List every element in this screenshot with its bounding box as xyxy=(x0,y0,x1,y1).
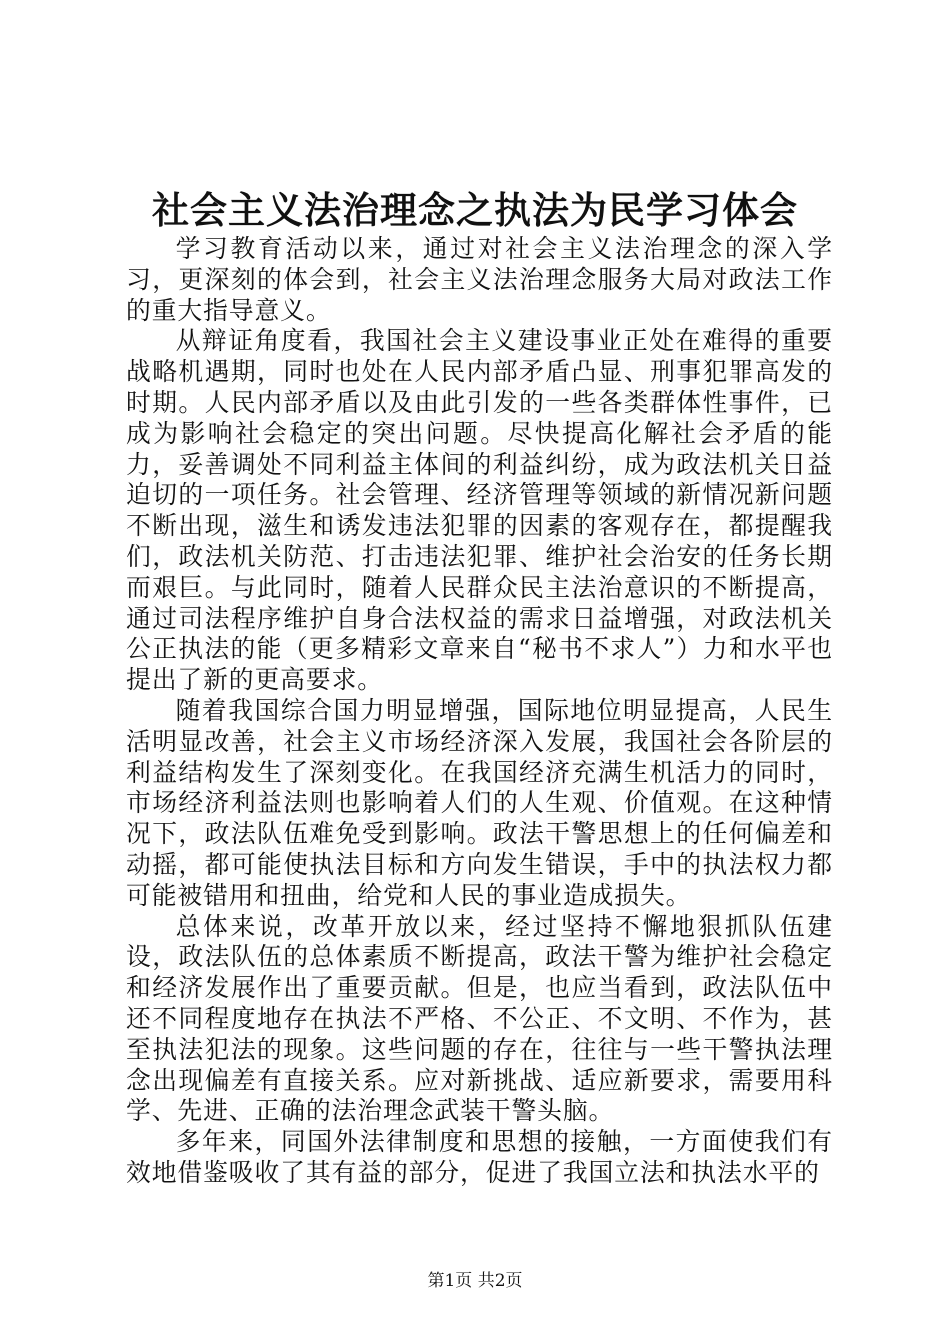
document-body xyxy=(126,234,833,1189)
page-indicator: 第1页 共2页 xyxy=(427,1271,523,1291)
paragraph-5: 多年来，同国外法律制度和思想的接触，一方面使我们有效地借鉴吸收了其有益的部分，促进了我国立法和执法水平的 xyxy=(126,1127,833,1187)
document-title: 社会主义法治理念之执法为民学习体会 xyxy=(152,188,798,232)
paragraph-4: 总体来说，改革开放以来，经过坚持不懈地狠抓队伍建设，政法队伍的总体素质不断提高，政法干警为维护社会稳定和经济发展作出了重要贡献。但是，也应当看到，政法队伍中还不同程度地存在执法不严格、不公正、不文明、不作为，甚至执法犯法的现象。这些问题的存在，往往与一些干警执法理念出现偏差有直接关系。应对新挑战、适应新要求，需要用科学、先进、正确的法治理念武装干警头脑。 xyxy=(126,911,833,1126)
paragraph-1: 学习教育活动以来，通过对社会主义法治理念的深入学习，更深刻的体会到，社会主义法治理念服务大局对政法工作的重大指导意义。 xyxy=(126,234,833,325)
page-footer xyxy=(0,1270,950,1292)
paragraph-2: 从辩证角度看，我国社会主义建设事业正处在难得的重要战略机遇期，同时也处在人民内部矛盾凸显、刑事犯罪高发的时期。人民内部矛盾以及由此引发的一些各类群体性事件，已成为影响社会稳定的突出问题。尽快提高化解社会矛盾的能力，妥善调处不同利益主体间的利益纠纷，成为政法机关日益迫切的一项任务。社会管理、经济管理等领域的新情况新问题不断出现，滋生和诱发违法犯罪的因素的客观存在，都提醒我们，政法机关防范、打击违法犯罪、维护社会治安的任务长期而艰巨。与此同时，随着人民群众民主法治意识的不断提高，通过司法程序维护自身合法权益的需求日益增强，对政法机关公正执法的能（更多精彩文章来自“秘书不求人”）力和水平也提出了新的更高要求。 xyxy=(126,326,833,695)
paragraph-3: 随着我国综合国力明显增强，国际地位明显提高，人民生活明显改善，社会主义市场经济深入发展，我国社会各阶层的利益结构发生了深刻变化。在我国经济充满生机活力的同时，市场经济利益法则也影响着人们的人生观、价值观。在这种情况下，政法队伍难免受到影响。政法干警思想上的任何偏差和动摇，都可能使执法目标和方向发生错误，手中的执法权力都可能被错用和扭曲，给党和人民的事业造成损失。 xyxy=(126,695,833,910)
